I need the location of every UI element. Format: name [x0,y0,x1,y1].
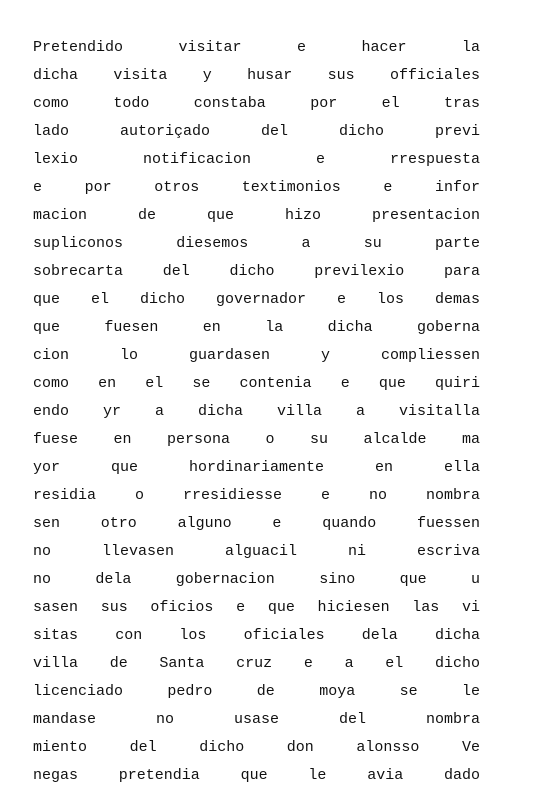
text-line: que el dicho governador e los demas [33,291,480,308]
text-line: sasen sus oficios e que hiciesen las vi [33,599,480,616]
text-line: macion de que hizo presentacion [33,207,480,224]
text-line: que fuesen en la dicha goberna [33,319,480,336]
text-line: no llevasen alguacil ni escriva [33,543,480,560]
text-line: sobrecarta del dicho previlexio para [33,263,480,280]
text-line: e por otros textimonios e infor [33,179,480,196]
text-line: sen otro alguno e quando fuessen [33,515,480,532]
manuscript-transcription [33,34,480,790]
text-line: villa de Santa cruz e a el dicho [33,655,480,672]
text-line: como todo constaba por el tras [33,95,480,112]
text-line: cion lo guardasen y compliessen [33,347,480,364]
text-line: como en el se contenia e que quiri [33,375,480,392]
text-line: residia o rresidiesse e no nombra [33,487,480,504]
text-line: no dela gobernacion sino que u [33,571,480,588]
text-line: yor que hordinariamente en ella [33,459,480,476]
text-line: miento del dicho don alonsso Ve [33,739,480,756]
text-line: dicha visita y husar sus officiales [33,67,480,84]
text-line: lado autoriçado del dicho previ [33,123,480,140]
text-line: fuese en persona o su alcalde ma [33,431,480,448]
text-line: negas pretendia que le avia dado [33,767,480,784]
text-line: endo yr a dicha villa a visitalla [33,403,480,420]
text-line: supliconos diesemos a su parte [33,235,480,252]
text-line: licenciado pedro de moya se le [33,683,480,700]
text-line: mandase no usase del nombra [33,711,480,728]
text-line: Pretendido visitar e hacer la [33,39,480,56]
text-line: sitas con los oficiales dela dicha [33,627,480,644]
text-line: lexio notificacion e rrespuesta [33,151,480,168]
